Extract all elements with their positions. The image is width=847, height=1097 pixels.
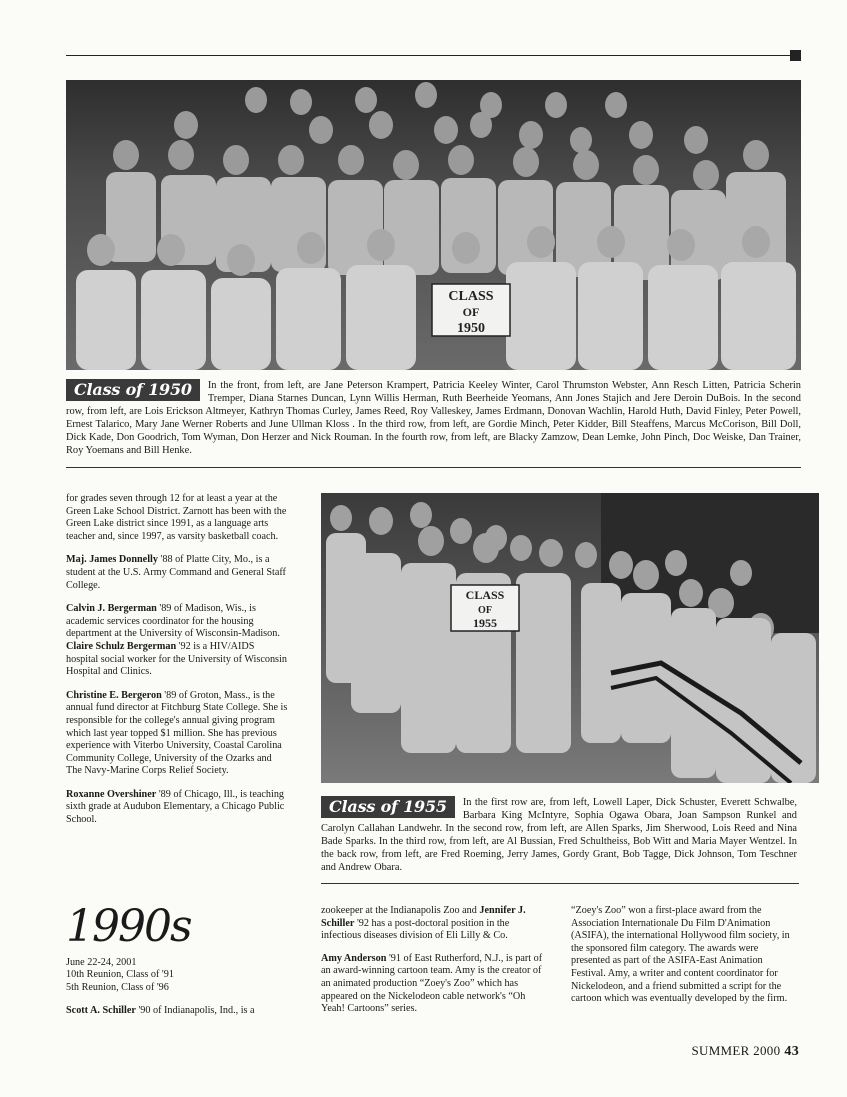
- sign-1950-line3: 1950: [457, 321, 485, 336]
- class-1950-caption: [66, 379, 801, 457]
- class-of-1955-photo: [321, 493, 819, 783]
- zoeys-zoo-paragraph: “Zoey's Zoo” won a first-place award from the Association Internationale Du Film D'Animation (ASIFA), the international Hollywood film society, in the sponsored film category. The awards were presented as part of the ASIFA-East Animation Festival. Amy, a writer and content coordinator for Nickelodeon, and a friend submitted a script for the cartoon which was eventually developed by the firm.: [571, 905, 790, 1005]
- sign-1950-line2: OF: [462, 305, 480, 319]
- class-1955-badge: Class of 1955: [321, 796, 455, 818]
- page-number: 43: [784, 1044, 799, 1059]
- class-1950-caption-text: In the front, from left, are Jane Peterson Krampert, Patricia Keeley Winter, Carol Thrumston Webster, Ann Resch Litten, Patricia Scherin Tremper, Diana Starnes Duncan, Lynn Willis Herman, Ruth Beerheide Yeomans, Ann Jones Stajich and Jere Deroin DuBois. In the second row, from left, are Lois Erickson Altmeyer, Kathryn Thomas Curley, James Reed, Roy Valleskey, James Erdmann, Donovan Wachlin, Harold Huth, David Finley, Peter Powell, Ernest Talarico, Mary Jane Werner Roberts and June Ullman Kloss . In the third row, from left, are Gordie Minch, Peter Kidder, Bill Steaffens, Marcus McCorison, Bill Doll, Dick Kade, Don Goodrich, Tom Wyman, Don Herzer and Nick Rouman. In the fourth row, from left, are Blacky Zamzow, Dean Lemke, John Pinch, Doc Weiske, Dan Trainer, Roy Yoemans and Bill Henke.: [66, 380, 801, 456]
- entry-claire-bergerman: Claire Schulz Bergerman '92 is a HIV/AIDS hospital social worker for the University of Wisconsin Hospital and Clinics.: [66, 640, 287, 678]
- sign-1955-line1: CLASS: [465, 588, 505, 602]
- bottom-middle-column: [321, 905, 547, 1026]
- caption-1950-rule: [66, 467, 801, 468]
- reunion-class-96: 5th Reunion, Class of '96: [66, 981, 169, 993]
- entry-jennifer-schiller: zookeeper at the Indianapolis Zoo and Jennifer J. Schiller '92 has a post-doctoral position in the infectious diseases division of Eli Lilly & Co.: [321, 905, 526, 942]
- entry-overshiner: Roxanne Overshiner '89 of Chicago, Ill., is teaching sixth grade at Audubon Elementary, a Chicago Public School.: [66, 788, 285, 826]
- entry-scott-schiller: Scott A. Schiller '90 of Indianapolis, Ind., is a: [66, 1005, 255, 1016]
- class-of-1950-photo: [66, 80, 801, 370]
- sign-1950-line1: CLASS: [448, 289, 494, 304]
- class-1955-caption: [321, 796, 797, 874]
- reunion-date: June 22-24, 2001: [66, 957, 137, 968]
- reunion-class-91: 10th Reunion, Class of '91: [66, 969, 174, 981]
- entry-donnelly: Maj. James Donnelly '88 of Platte City, Mo., is a student at the U.S. Army Command and General Staff College.: [66, 554, 286, 591]
- entry-amy-anderson: Amy Anderson '91 of East Rutherford, N.J., is part of an award-winning cartoon team. Amy is the creator of an animated production “Zoey's Zoo” which has appeared on the Nickelodeon cable network's “Oh Yeah! Cartoons” series.: [321, 952, 543, 1015]
- top-rule: [66, 55, 794, 56]
- issue-name: SUMMER 2000: [691, 1043, 781, 1058]
- top-corner-square: [790, 50, 801, 61]
- bottom-right-column: [571, 905, 799, 1016]
- sign-1955-line3: 1955: [473, 616, 497, 630]
- page-footer: [691, 1043, 799, 1060]
- continued-paragraph: for grades seven through 12 for at least a year at the Green Lake School District. Zarnott has been with the Green Lake district since 1991, as a language arts teacher and, since 1997, as varsity basketball coach.: [66, 493, 287, 542]
- caption-1955-rule: [321, 883, 799, 884]
- decade-heading: 1990s: [66, 901, 191, 952]
- entry-bergeron: Christine E. Bergeron '89 of Groton, Mass., is the annual fund director at Fitchburg State College. She is responsible for the college's annual giving program which last year topped $1 million. She has previous experience with Viterbo University, Coastal Carolina Community College, University of the Ozarks and The Navy-Marine Corps Relief Society.: [66, 689, 288, 777]
- entry-calvin-bergerman: Calvin J. Bergerman '89 of Madison, Wis., is academic services coordinator for the housing department at the University of Wisconsin-Madison.: [66, 603, 280, 640]
- reunion-info: [66, 957, 174, 994]
- left-column: [66, 493, 288, 838]
- class-1950-badge: Class of 1950: [66, 379, 200, 401]
- class-1955-caption-text: In the first row are, from left, Lowell Laper, Dick Schuster, Everett Schwalbe, Barbara King McIntyre, Sophia Ogawa Obara, Joan Sampson Runkel and Carolyn Callahan Landwehr. In the second row, from left, are Allen Sparks, Jim Sherwood, Lois Reed and Nina Bade Sparks. In the third row, from left, are Al Bussian, Fred Schultheiss, Bob Witt and Maria Mayer Wentzel. In the back row, from left, are Fred Roeming, Jerry James, Gordy Grant, Bob Tagge, Dick Johnson, Tom Teschner and Andrew Obara.: [321, 797, 797, 873]
- sign-1955-line2: OF: [478, 605, 492, 616]
